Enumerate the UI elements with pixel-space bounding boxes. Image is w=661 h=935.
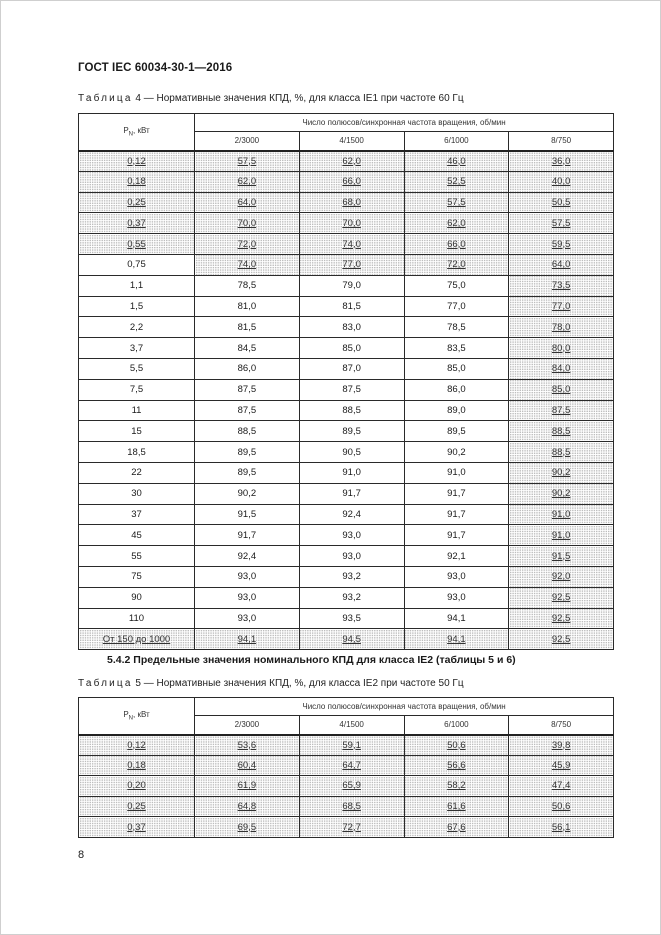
efficiency-cell: 73,5 <box>509 275 614 296</box>
efficiency-cell: 89,5 <box>195 442 300 463</box>
row-power-cell: 0,55 <box>79 234 195 255</box>
table4-caption-text: 4 — Нормативные значения КПД, %, для класса IE1 при частоте 60 Гц <box>135 93 464 104</box>
efficiency-cell: 93,0 <box>404 566 509 587</box>
efficiency-cell: 67,6 <box>404 817 509 838</box>
efficiency-cell: 91,5 <box>509 546 614 567</box>
row-power-cell: 0,12 <box>79 735 195 756</box>
table-row <box>79 400 614 421</box>
table-row <box>79 358 614 379</box>
table-row <box>79 483 614 504</box>
efficiency-cell: 88,5 <box>299 400 404 421</box>
table-row <box>79 442 614 463</box>
row-power-cell: 18,5 <box>79 442 195 463</box>
efficiency-cell: 52,5 <box>404 171 509 192</box>
efficiency-cell: 72,7 <box>299 817 404 838</box>
efficiency-cell: 62,0 <box>404 213 509 234</box>
row-power-cell: 2,2 <box>79 317 195 338</box>
efficiency-cell: 85,0 <box>509 379 614 400</box>
efficiency-cell: 93,5 <box>299 608 404 629</box>
table-row <box>79 171 614 192</box>
efficiency-cell: 66,0 <box>404 234 509 255</box>
efficiency-cell: 50,6 <box>404 735 509 756</box>
efficiency-cell: 87,5 <box>195 400 300 421</box>
row-power-cell: 1,5 <box>79 296 195 317</box>
efficiency-cell: 89,0 <box>404 400 509 421</box>
table-row <box>79 735 614 756</box>
table-row <box>79 421 614 442</box>
efficiency-cell: 50,6 <box>509 796 614 817</box>
efficiency-cell: 94,1 <box>195 629 300 650</box>
table5-caption-word: Таблица <box>78 678 133 689</box>
row-power-cell: От 150 до 1000 <box>79 629 195 650</box>
efficiency-cell: 87,5 <box>299 379 404 400</box>
efficiency-cell: 93,0 <box>299 546 404 567</box>
efficiency-cell: 78,0 <box>509 317 614 338</box>
row-power-cell: 0,18 <box>79 171 195 192</box>
efficiency-cell: 60,4 <box>195 755 300 776</box>
efficiency-cell: 74,0 <box>195 254 300 275</box>
efficiency-cell: 86,0 <box>404 379 509 400</box>
table5-col-header: 2/3000 <box>195 716 300 735</box>
efficiency-cell: 93,0 <box>299 525 404 546</box>
efficiency-cell: 93,0 <box>404 587 509 608</box>
row-power-cell: 22 <box>79 462 195 483</box>
efficiency-cell: 91,7 <box>299 483 404 504</box>
efficiency-cell: 69,5 <box>195 817 300 838</box>
efficiency-cell: 57,5 <box>195 151 300 172</box>
efficiency-cell: 79,0 <box>299 275 404 296</box>
efficiency-cell: 72,0 <box>195 234 300 255</box>
table-row <box>79 234 614 255</box>
row-power-cell: 37 <box>79 504 195 525</box>
row-power-cell: 11 <box>79 400 195 421</box>
table-row <box>79 296 614 317</box>
efficiency-cell: 36,0 <box>509 151 614 172</box>
efficiency-cell: 50,5 <box>509 192 614 213</box>
table-row <box>79 317 614 338</box>
table4-col-header: 2/3000 <box>195 132 300 151</box>
efficiency-cell: 62,0 <box>195 171 300 192</box>
efficiency-cell: 64,0 <box>509 254 614 275</box>
efficiency-cell: 90,2 <box>509 483 614 504</box>
pn-symbol: P <box>123 709 129 719</box>
efficiency-cell: 62,0 <box>299 151 404 172</box>
table4-col-header: 4/1500 <box>299 132 404 151</box>
table-row <box>79 192 614 213</box>
efficiency-cell: 39,8 <box>509 735 614 756</box>
efficiency-cell: 65,9 <box>299 776 404 797</box>
efficiency-cell: 92,0 <box>509 566 614 587</box>
efficiency-cell: 93,0 <box>195 608 300 629</box>
efficiency-cell: 91,7 <box>195 525 300 546</box>
row-power-cell: 0,75 <box>79 254 195 275</box>
table5-col-header: 6/1000 <box>404 716 509 735</box>
efficiency-cell: 93,0 <box>195 566 300 587</box>
efficiency-cell: 68,0 <box>299 192 404 213</box>
efficiency-cell: 85,0 <box>299 338 404 359</box>
efficiency-cell: 91,7 <box>404 483 509 504</box>
row-power-cell: 0,12 <box>79 151 195 172</box>
efficiency-cell: 78,5 <box>404 317 509 338</box>
table-row <box>79 213 614 234</box>
efficiency-cell: 77,0 <box>299 254 404 275</box>
efficiency-cell: 77,0 <box>509 296 614 317</box>
row-power-cell: 1,1 <box>79 275 195 296</box>
efficiency-cell: 89,5 <box>404 421 509 442</box>
efficiency-cell: 91,0 <box>404 462 509 483</box>
row-power-cell: 55 <box>79 546 195 567</box>
efficiency-cell: 56,1 <box>509 817 614 838</box>
efficiency-cell: 58,2 <box>404 776 509 797</box>
row-power-cell: 5,5 <box>79 358 195 379</box>
efficiency-cell: 75,0 <box>404 275 509 296</box>
efficiency-cell: 83,5 <box>404 338 509 359</box>
pn-subscript: N <box>128 131 133 138</box>
efficiency-cell: 87,0 <box>299 358 404 379</box>
row-power-cell: 3,7 <box>79 338 195 359</box>
efficiency-cell: 53,6 <box>195 735 300 756</box>
row-power-cell: 45 <box>79 525 195 546</box>
efficiency-cell: 86,0 <box>195 358 300 379</box>
efficiency-cell: 92,1 <box>404 546 509 567</box>
efficiency-cell: 83,0 <box>299 317 404 338</box>
table4-col-header: 6/1000 <box>404 132 509 151</box>
efficiency-cell: 59,1 <box>299 735 404 756</box>
efficiency-cell: 91,5 <box>195 504 300 525</box>
efficiency-cell: 70,0 <box>299 213 404 234</box>
table-row <box>79 546 614 567</box>
table-row <box>79 629 614 650</box>
table4-body <box>79 151 614 650</box>
efficiency-cell: 91,0 <box>509 525 614 546</box>
efficiency-cell: 90,2 <box>509 462 614 483</box>
efficiency-cell: 88,5 <box>509 421 614 442</box>
table-row <box>79 338 614 359</box>
pn-subscript: N <box>128 715 133 722</box>
row-power-cell: 15 <box>79 421 195 442</box>
table-row <box>79 608 614 629</box>
table-row <box>79 796 614 817</box>
table-row <box>79 151 614 172</box>
row-power-cell: 0,37 <box>79 817 195 838</box>
table5 <box>78 697 614 838</box>
efficiency-cell: 84,0 <box>509 358 614 379</box>
efficiency-cell: 46,0 <box>404 151 509 172</box>
table4-col-header: 8/750 <box>509 132 614 151</box>
efficiency-cell: 91,7 <box>404 525 509 546</box>
row-power-cell: 0,25 <box>79 192 195 213</box>
row-power-cell: 0,25 <box>79 796 195 817</box>
efficiency-cell: 45,9 <box>509 755 614 776</box>
efficiency-cell: 61,9 <box>195 776 300 797</box>
efficiency-cell: 40,0 <box>509 171 614 192</box>
table5-group-header: Число полюсов/синхронная частота вращения, об/мин <box>195 698 614 716</box>
efficiency-cell: 90,5 <box>299 442 404 463</box>
row-power-cell: 110 <box>79 608 195 629</box>
pn-symbol: P <box>123 125 129 135</box>
table-row <box>79 566 614 587</box>
efficiency-cell: 74,0 <box>299 234 404 255</box>
efficiency-cell: 94,1 <box>404 629 509 650</box>
efficiency-cell: 59,5 <box>509 234 614 255</box>
table-row <box>79 587 614 608</box>
table5-caption <box>78 678 464 689</box>
table5-col-header: 8/750 <box>509 716 614 735</box>
efficiency-cell: 64,8 <box>195 796 300 817</box>
efficiency-cell: 90,2 <box>404 442 509 463</box>
efficiency-cell: 87,5 <box>509 400 614 421</box>
row-power-cell: 7,5 <box>79 379 195 400</box>
table-row <box>79 504 614 525</box>
efficiency-cell: 88,5 <box>195 421 300 442</box>
row-power-cell: 30 <box>79 483 195 504</box>
efficiency-cell: 88,5 <box>509 442 614 463</box>
efficiency-cell: 81,5 <box>299 296 404 317</box>
row-power-cell: 0,18 <box>79 755 195 776</box>
efficiency-cell: 91,7 <box>404 504 509 525</box>
table-row <box>79 462 614 483</box>
efficiency-cell: 81,5 <box>195 317 300 338</box>
efficiency-cell: 84,5 <box>195 338 300 359</box>
document-header: ГОСТ IEC 60034-30-1—2016 <box>78 62 233 74</box>
efficiency-cell: 92,5 <box>509 629 614 650</box>
pn-unit: , кВт <box>133 709 150 719</box>
table5-body <box>79 735 614 838</box>
row-power-cell: 90 <box>79 587 195 608</box>
table-row <box>79 525 614 546</box>
table4 <box>78 113 614 650</box>
table4-pn-header <box>79 114 195 151</box>
efficiency-cell: 72,0 <box>404 254 509 275</box>
row-power-cell: 75 <box>79 566 195 587</box>
table5-caption-text: 5 — Нормативные значения КПД, %, для класса IE2 при частоте 50 Гц <box>135 678 464 689</box>
efficiency-cell: 66,0 <box>299 171 404 192</box>
efficiency-cell: 68,5 <box>299 796 404 817</box>
efficiency-cell: 92,4 <box>299 504 404 525</box>
table4-caption <box>78 93 464 104</box>
efficiency-cell: 89,5 <box>299 421 404 442</box>
efficiency-cell: 94,5 <box>299 629 404 650</box>
table4-group-header: Число полюсов/синхронная частота вращения, об/мин <box>195 114 614 132</box>
efficiency-cell: 92,5 <box>509 587 614 608</box>
section-heading: 5.4.2 Предельные значения номинального КПД для класса IE2 (таблицы 5 и 6) <box>107 654 516 666</box>
table5-col-header: 4/1500 <box>299 716 404 735</box>
efficiency-cell: 64,0 <box>195 192 300 213</box>
efficiency-cell: 90,2 <box>195 483 300 504</box>
efficiency-cell: 70,0 <box>195 213 300 234</box>
efficiency-cell: 56,6 <box>404 755 509 776</box>
row-power-cell: 0,20 <box>79 776 195 797</box>
table-row <box>79 275 614 296</box>
efficiency-cell: 92,5 <box>509 608 614 629</box>
efficiency-cell: 87,5 <box>195 379 300 400</box>
efficiency-cell: 57,5 <box>404 192 509 213</box>
efficiency-cell: 64,7 <box>299 755 404 776</box>
efficiency-cell: 93,0 <box>195 587 300 608</box>
efficiency-cell: 91,0 <box>299 462 404 483</box>
row-power-cell: 0,37 <box>79 213 195 234</box>
table-row <box>79 776 614 797</box>
table-row <box>79 379 614 400</box>
efficiency-cell: 81,0 <box>195 296 300 317</box>
efficiency-cell: 57,5 <box>509 213 614 234</box>
efficiency-cell: 47,4 <box>509 776 614 797</box>
table-row <box>79 817 614 838</box>
efficiency-cell: 94,1 <box>404 608 509 629</box>
page-number: 8 <box>78 849 85 861</box>
efficiency-cell: 89,5 <box>195 462 300 483</box>
table5-pn-header <box>79 698 195 735</box>
table-row <box>79 755 614 776</box>
efficiency-cell: 61,6 <box>404 796 509 817</box>
efficiency-cell: 80,0 <box>509 338 614 359</box>
efficiency-cell: 92,4 <box>195 546 300 567</box>
efficiency-cell: 78,5 <box>195 275 300 296</box>
efficiency-cell: 77,0 <box>404 296 509 317</box>
table4-caption-word: Таблица <box>78 93 133 104</box>
efficiency-cell: 91,0 <box>509 504 614 525</box>
efficiency-cell: 85,0 <box>404 358 509 379</box>
pn-unit: , кВт <box>133 125 150 135</box>
efficiency-cell: 93,2 <box>299 566 404 587</box>
efficiency-cell: 93,2 <box>299 587 404 608</box>
table-row <box>79 254 614 275</box>
